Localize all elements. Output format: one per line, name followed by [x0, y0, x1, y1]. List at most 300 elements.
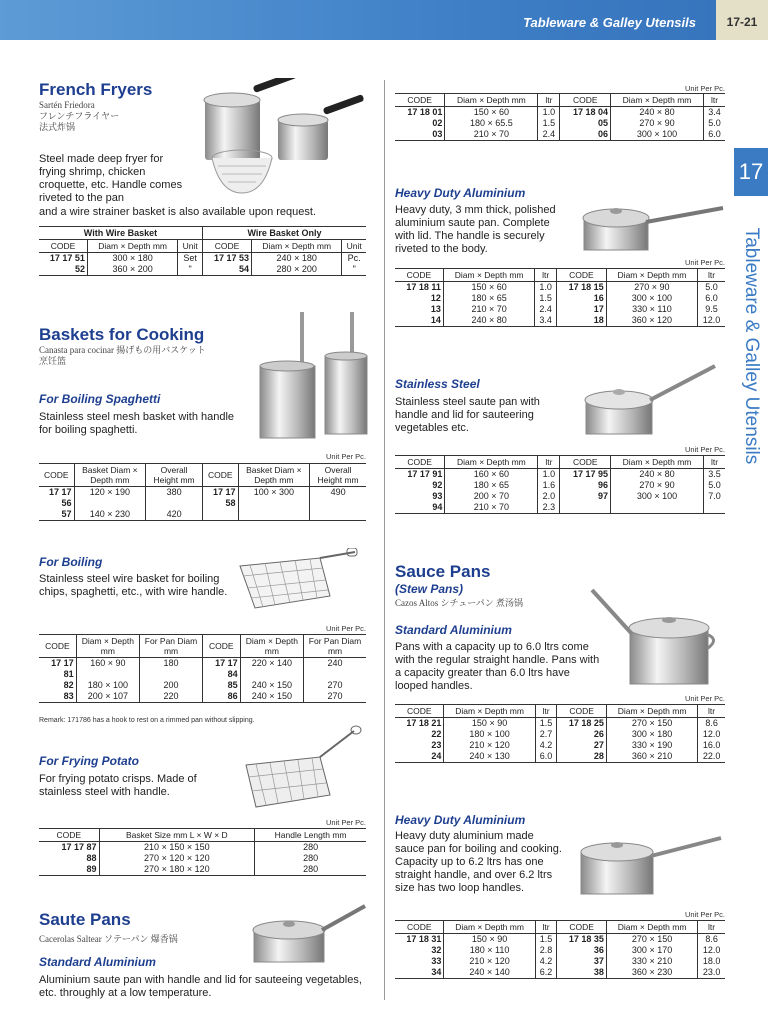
table-row: [395, 934, 725, 946]
cell: 4.2: [535, 740, 557, 751]
cell: 180 × 100: [76, 680, 139, 691]
hd-sauce-desc: Heavy duty aluminium made sauce pan for boiling and cooking. Capacity up to 6.2 ltrs has one straight handle, and over 6.2 ltrs size has two loop handles.: [395, 830, 562, 894]
cell: 180 × 100: [444, 729, 535, 740]
table-row: [39, 658, 366, 681]
cell: 83: [63, 691, 74, 701]
cell: 180 × 110: [444, 945, 535, 956]
col-header: Diam × Depth mm: [606, 921, 697, 934]
cell: 2.8: [535, 945, 557, 956]
hd-sauce-unit-note: Unit Per Pc.: [684, 910, 725, 919]
col-header: Diam × Depth mm: [76, 635, 139, 658]
cell: 1.0: [538, 469, 560, 481]
spaghetti-unit-note: Unit Per Pc.: [325, 452, 366, 461]
group-header-with-basket: With Wire Basket: [39, 227, 202, 240]
cell: 160 × 90: [76, 658, 139, 681]
col-header: ltr: [698, 921, 725, 934]
cell: 17 17 87: [61, 842, 97, 852]
hd-saute-unit-note: Unit Per Pc.: [684, 258, 725, 267]
cell: 82: [63, 680, 74, 690]
section-title: Tableware & Galley Utensils: [523, 15, 696, 30]
table-row: [395, 729, 725, 740]
table-row: [39, 253, 366, 265]
cell: 1.5: [535, 934, 557, 946]
cell: 5.0: [704, 480, 725, 491]
cell: 150 × 60: [445, 107, 538, 119]
col-header: Unit: [342, 240, 366, 253]
cell: 17 17 58: [202, 487, 238, 510]
cell: 150 × 60: [443, 282, 534, 294]
table-row: [39, 487, 366, 510]
cell: 360 × 200: [87, 264, 177, 276]
table-row: [39, 691, 366, 703]
boiling-unit-note: Unit Per Pc.: [325, 624, 366, 633]
cell: 240 × 80: [611, 107, 704, 119]
cell: 33: [431, 956, 442, 966]
chapter-tab: 17: [734, 148, 768, 196]
cell: 7.0: [704, 491, 725, 502]
cell: 16: [557, 293, 607, 304]
hd-saute-pan-image: [578, 196, 726, 258]
cell: 2.4: [535, 304, 557, 315]
col-header: CODE: [395, 705, 444, 718]
table-row: [395, 502, 725, 514]
sauce-std-desc: Pans with a capacity up to 6.0 ltrs come with the regular straight handle. Pans with a capacity greater than 6.0 ltrs have looped handles.: [395, 641, 600, 692]
col-header: Basket Diam × Depth mm: [74, 464, 146, 487]
col-header: Diam × Depth mm: [252, 240, 342, 253]
stainless-desc: Stainless steel saute pan with handle and lid for sauteering vegetables etc.: [395, 396, 540, 434]
cell: 97: [560, 491, 611, 502]
table-row: [395, 282, 725, 294]
cell: 270 × 120 × 120: [99, 853, 255, 864]
cell: 54: [202, 264, 251, 276]
cell: 89: [86, 864, 97, 874]
cell: 5.0: [704, 118, 725, 129]
sauce-pans-sub: Cazos Altos シチューパン 煮汤锅: [395, 598, 524, 608]
col-header: CODE: [395, 94, 445, 107]
wire-basket-image: [235, 548, 360, 616]
cell: 17 18 35: [557, 934, 607, 946]
cell: 38: [557, 967, 607, 979]
cell: [560, 502, 611, 514]
page-header: [0, 0, 768, 40]
cell: 1.5: [535, 718, 557, 730]
cell: 92: [432, 480, 443, 490]
cell: 6.0: [704, 129, 725, 141]
frying-potato-title: For Frying Potato: [39, 754, 139, 768]
col-header: Basket Size mm L × W × D: [99, 829, 255, 842]
cell: 17 18 25: [557, 718, 607, 730]
page-number: 17-21: [716, 0, 768, 40]
cell: ": [178, 264, 203, 276]
cell: 270: [304, 680, 366, 691]
col-header: ltr: [698, 705, 725, 718]
table-row: [39, 853, 366, 864]
cell: 18.0: [698, 956, 725, 967]
saute-pans-title: Saute Pans: [39, 910, 131, 929]
cell: 85: [202, 680, 240, 691]
cell: 17 17 91: [407, 469, 443, 479]
col-header: ltr: [535, 705, 557, 718]
cell: 240 × 80: [611, 469, 704, 481]
cell: 17 18 04: [560, 107, 611, 119]
cell: 6.2: [535, 967, 557, 979]
cell: 17 17 51: [49, 253, 85, 263]
cell: 17 18 31: [406, 934, 442, 944]
french-fryers-sub-es: Sartén Friedora: [39, 100, 95, 110]
cell: 03: [432, 129, 443, 139]
boiling-table-wrap: [39, 634, 366, 703]
cell: 4.2: [535, 956, 557, 967]
cell: 23: [431, 740, 442, 750]
cell: 2.0: [538, 491, 560, 502]
cell: 1.6: [538, 480, 560, 491]
cell: 140 × 230: [74, 509, 146, 521]
cell: 150 × 90: [444, 718, 535, 730]
saute-pans-subtitle: Standard Aluminium: [39, 955, 156, 969]
table-row: [395, 718, 725, 730]
cell: 2.3: [538, 502, 560, 514]
table-row: [395, 469, 725, 481]
cell: 2.4: [538, 129, 560, 141]
cell: 300 × 170: [606, 945, 697, 956]
cell: 17 17 53: [202, 253, 251, 265]
right-top-table: [395, 93, 725, 141]
french-fryers-title: French Fryers: [39, 80, 153, 99]
cell: 14: [430, 315, 441, 325]
col-header: CODE: [202, 635, 240, 658]
hd-sauce-table: [395, 920, 725, 979]
table-row: [395, 304, 725, 315]
cell: 270 × 180 × 120: [99, 864, 255, 876]
sauce-pans-title: Sauce Pans: [395, 562, 491, 581]
spaghetti-desc: Stainless steel mesh basket with handle for boiling spaghetti.: [39, 411, 235, 436]
cell: 280: [255, 842, 366, 854]
table-row: [395, 315, 725, 327]
saute-pans-desc: Aluminium saute pan with handle and lid for sauteeing vegetables, etc. throughly at a low temperature.: [39, 974, 362, 999]
boiling-remark: Remark: 171786 has a hook to rest on a rimmed pan without slipping.: [39, 717, 255, 724]
cell: 300 × 180: [606, 729, 697, 740]
cell: 12.0: [698, 945, 725, 956]
cell: 52: [74, 264, 85, 274]
cell: 17 17 56: [49, 487, 72, 508]
col-header: Overall Height mm: [310, 464, 366, 487]
cell: 240 × 150: [240, 691, 303, 703]
col-header: Diam × Depth mm: [87, 240, 177, 253]
cell: 5.0: [698, 282, 725, 294]
baskets-sub-2: 烹饪篮: [39, 356, 67, 366]
table-row: [395, 740, 725, 751]
baskets-sub-1: Canasta para cocinar 揚げもの用バスケット: [39, 345, 206, 355]
table-row: [39, 680, 366, 691]
cell: 12.0: [698, 729, 725, 740]
french-fryers-sub-jp: フレンチフライヤー: [39, 111, 120, 121]
col-header: CODE: [557, 921, 607, 934]
col-header: CODE: [560, 456, 611, 469]
french-fryers-table-wrap: [39, 226, 366, 276]
cell: 18: [557, 315, 607, 327]
cell: 270 × 150: [606, 718, 697, 730]
cell: 12.0: [698, 315, 725, 327]
cell: 240 × 180: [252, 253, 342, 265]
cell: 17 17 95: [560, 469, 611, 481]
col-header: ltr: [704, 456, 725, 469]
table-row: [39, 842, 366, 854]
cell: 270: [304, 691, 366, 703]
cell: 23.0: [698, 967, 725, 979]
col-header: Diam × Depth mm: [445, 456, 538, 469]
hd-saute-title: Heavy Duty Aluminium: [395, 186, 526, 200]
cell: 8.6: [698, 934, 725, 946]
cell: 32: [431, 945, 442, 955]
cell: 37: [557, 956, 607, 967]
col-header: CODE: [39, 635, 76, 658]
cell: 240 × 80: [443, 315, 534, 327]
cell: 22: [431, 729, 442, 739]
col-header: Basket Diam × Depth mm: [238, 464, 310, 487]
saute-pan-image: [250, 900, 368, 970]
cell: 270 × 90: [611, 118, 704, 129]
cell: 3.4: [535, 315, 557, 327]
cell: [704, 502, 725, 514]
french-fryers-table: [39, 226, 366, 276]
table-row: [395, 107, 725, 119]
baskets-title: Baskets for Cooking: [39, 325, 205, 344]
right-top-table-wrap: [395, 93, 725, 141]
cell: 17 18 01: [407, 107, 443, 117]
cell: 93: [432, 491, 443, 501]
frying-potato-table: [39, 828, 366, 876]
cell: 34: [431, 967, 442, 977]
cell: 270 × 150: [606, 934, 697, 946]
col-header: CODE: [395, 456, 445, 469]
cell: [238, 509, 310, 521]
sauce-std-title: Standard Aluminium: [395, 623, 512, 637]
cell: 17 17 84: [202, 658, 240, 681]
cell: 210 × 70: [443, 304, 534, 315]
cell: 180 × 65.5: [445, 118, 538, 129]
right-top-unit-note: Unit Per Pc.: [684, 84, 725, 93]
cell: 22.0: [698, 751, 725, 763]
stainless-table: [395, 455, 725, 514]
sauce-pans-subtitle: (Stew Pans): [395, 582, 464, 596]
col-header: CODE: [39, 464, 74, 487]
cell: 300 × 100: [611, 491, 704, 502]
cell: 160 × 60: [445, 469, 538, 481]
sauce-std-unit-note: Unit Per Pc.: [684, 694, 725, 703]
cell: ": [342, 264, 366, 276]
spaghetti-table: [39, 463, 366, 521]
stainless-title: Stainless Steel: [395, 377, 480, 391]
cell: 05: [560, 118, 611, 129]
cell: 27: [557, 740, 607, 751]
cell: 180 × 65: [445, 480, 538, 491]
cell: 100 × 300: [238, 487, 310, 510]
col-header: CODE: [557, 269, 607, 282]
col-header: For Pan Diam mm: [140, 635, 203, 658]
col-header: CODE: [202, 240, 251, 253]
baskets-heading: [39, 325, 269, 367]
cell: 120 × 190: [74, 487, 146, 510]
cell: 1.5: [535, 293, 557, 304]
boiling-title: For Boiling: [39, 555, 103, 569]
cell: 240 × 150: [240, 680, 303, 691]
col-header: For Pan Diam mm: [304, 635, 366, 658]
group-header-basket-only: Wire Basket Only: [202, 227, 366, 240]
cell: 210 × 150 × 150: [99, 842, 255, 854]
cell: 57: [61, 509, 72, 519]
frying-potato-table-wrap: [39, 828, 366, 876]
stainless-table-wrap: [395, 455, 725, 514]
cell: [202, 509, 238, 521]
cell: 88: [86, 853, 97, 863]
col-header: Diam × Depth mm: [606, 705, 697, 718]
cell: 180 × 65: [443, 293, 534, 304]
table-row: [39, 264, 366, 276]
cell: 210 × 70: [445, 502, 538, 514]
potato-basket-image: [242, 725, 364, 817]
cell: 200 × 107: [76, 691, 139, 703]
frying-potato-unit-note: Unit Per Pc.: [325, 818, 366, 827]
col-header: ltr: [704, 94, 725, 107]
sauce-pans-heading: [395, 562, 595, 609]
cell: 300 × 180: [87, 253, 177, 265]
table-row: [395, 751, 725, 763]
col-header: CODE: [395, 269, 443, 282]
cell: 86: [202, 691, 240, 703]
col-header: CODE: [395, 921, 444, 934]
hd-sauce-title: Heavy Duty Aluminium: [395, 813, 526, 827]
cell: 360 × 210: [606, 751, 697, 763]
col-header: Diam × Depth mm: [611, 456, 704, 469]
hd-sauce-table-wrap: [395, 920, 725, 979]
french-fryers-desc: Steel made deep fryer for frying shrimp, chicken croquette, etc. Handle comes riveted to the pan: [39, 153, 183, 204]
col-header: Unit: [178, 240, 203, 253]
hd-saute-table-wrap: [395, 268, 725, 327]
col-header: Diam × Depth mm: [240, 635, 303, 658]
cell: 380: [146, 487, 203, 510]
cell: Set: [178, 253, 203, 265]
cell: 17 18 21: [406, 718, 442, 728]
col-header: ltr: [535, 921, 557, 934]
col-header: Diam × Depth mm: [443, 269, 534, 282]
cell: 9.5: [698, 304, 725, 315]
col-header: CODE: [39, 240, 87, 253]
cell: 17: [557, 304, 607, 315]
cell: 220 × 140: [240, 658, 303, 681]
french-fryers-heading: [39, 80, 209, 133]
table-row: [395, 293, 725, 304]
cell: 3.5: [704, 469, 725, 481]
cell: [310, 509, 366, 521]
cell: 24: [431, 751, 442, 761]
cell: 02: [432, 118, 443, 128]
frying-potato-desc: For frying potato crisps. Made of stainless steel with handle.: [39, 773, 197, 798]
cell: 06: [560, 129, 611, 141]
cell: 210 × 70: [445, 129, 538, 141]
cell: 2.7: [535, 729, 557, 740]
cell: 8.6: [698, 718, 725, 730]
cell: 3.4: [704, 107, 725, 119]
column-divider: [384, 80, 385, 1000]
sauce-pan-image: [588, 584, 723, 689]
stainless-unit-note: Unit Per Pc.: [684, 445, 725, 454]
cell: 280: [255, 853, 366, 864]
col-header: ltr: [535, 269, 557, 282]
french-fryer-image: [200, 78, 375, 203]
saute-pans-sub: Cacerolas Saltear ソテーパン 爆香锅: [39, 934, 178, 944]
cell: 36: [557, 945, 607, 956]
cell: 240 × 140: [444, 967, 535, 979]
boiling-table: [39, 634, 366, 703]
col-header: ltr: [538, 456, 560, 469]
cell: 6.0: [698, 293, 725, 304]
french-fryers-sub-cn: 法式炸锅: [39, 122, 76, 132]
cell: 360 × 230: [606, 967, 697, 979]
cell: [611, 502, 704, 514]
col-header: ltr: [538, 94, 560, 107]
table-row: [395, 491, 725, 502]
cell: 17 18 15: [557, 282, 607, 294]
cell: 28: [557, 751, 607, 763]
cell: 17 18 11: [406, 282, 441, 292]
table-row: [395, 480, 725, 491]
cell: 13: [430, 304, 441, 314]
cell: 490: [310, 487, 366, 510]
cell: 1.0: [538, 107, 560, 119]
cell: 200 × 70: [445, 491, 538, 502]
table-row: [395, 118, 725, 129]
table-row: [395, 129, 725, 141]
cell: 1.5: [538, 118, 560, 129]
cell: 6.0: [535, 751, 557, 763]
french-fryers-desc-2: and a wire strainer basket is also available upon request.: [39, 206, 316, 218]
boiling-desc: Stainless steel wire basket for boiling chips, spaghetti, etc., with wire handle.: [39, 573, 228, 598]
col-header: ltr: [698, 269, 725, 282]
table-row: [395, 956, 725, 967]
cell: 420: [146, 509, 203, 521]
table-row: [39, 864, 366, 876]
col-header: Diam × Depth mm: [444, 705, 535, 718]
cell: 180: [140, 658, 203, 681]
hd-saute-table: [395, 268, 725, 327]
cell: Pc.: [342, 253, 366, 265]
cell: 330 × 110: [606, 304, 697, 315]
table-row: [395, 967, 725, 979]
cell: 96: [560, 480, 611, 491]
col-header: CODE: [39, 829, 99, 842]
cell: 200: [140, 680, 203, 691]
cell: 210 × 120: [444, 956, 535, 967]
cell: 17 17 81: [51, 658, 74, 679]
spaghetti-basket-image: [255, 310, 375, 442]
col-header: Diam × Depth mm: [606, 269, 697, 282]
col-header: Overall Height mm: [146, 464, 203, 487]
cell: 150 × 90: [444, 934, 535, 946]
cell: 330 × 210: [606, 956, 697, 967]
cell: 300 × 100: [606, 293, 697, 304]
cell: 240: [304, 658, 366, 681]
cell: 16.0: [698, 740, 725, 751]
col-header: Handle Length mm: [255, 829, 366, 842]
stainless-saute-pan-image: [580, 360, 720, 442]
cell: 240 × 130: [444, 751, 535, 763]
col-header: CODE: [557, 705, 607, 718]
cell: 280: [255, 864, 366, 876]
col-header: Diam × Depth mm: [444, 921, 535, 934]
cell: 220: [140, 691, 203, 703]
cell: 330 × 190: [606, 740, 697, 751]
cell: 26: [557, 729, 607, 740]
